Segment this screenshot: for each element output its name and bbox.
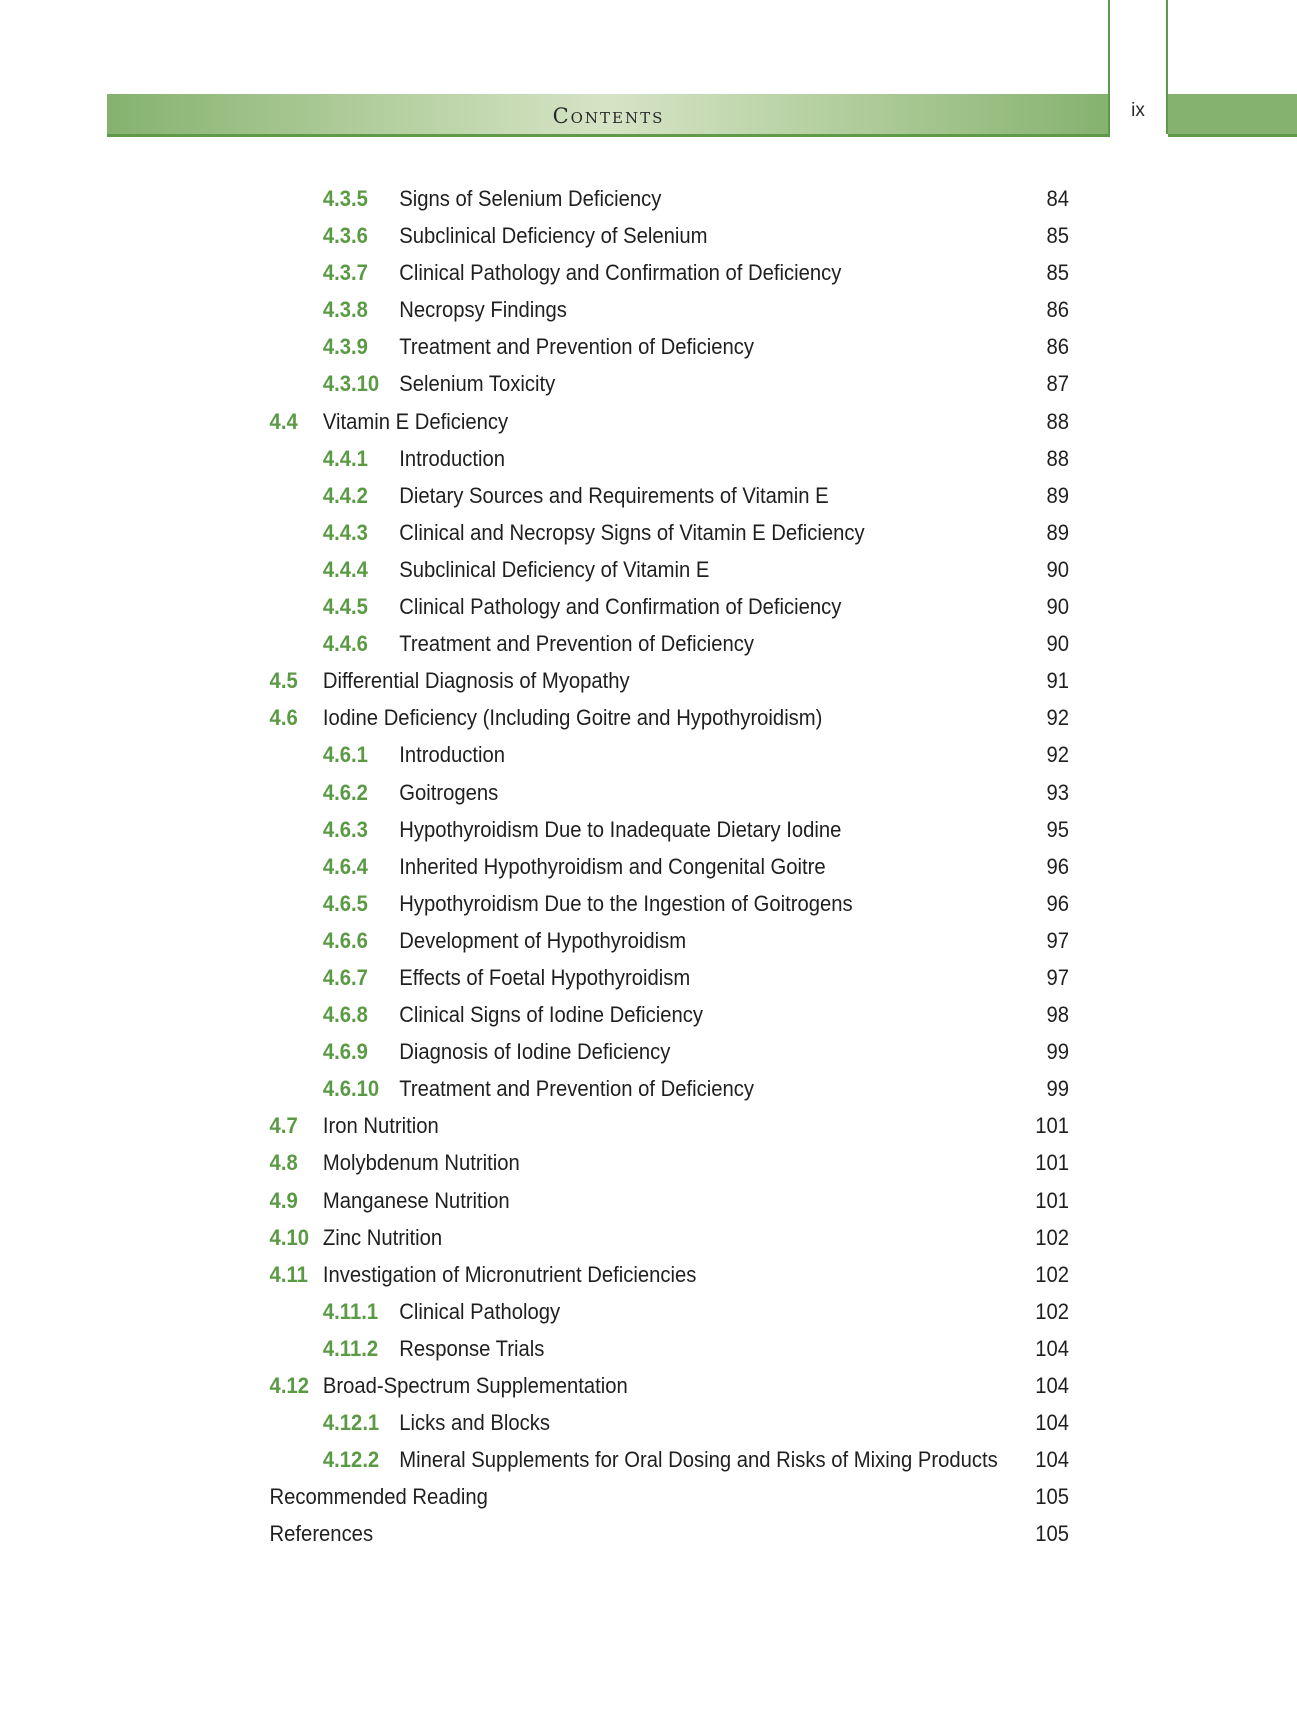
toc-entry-page: 102	[1035, 1261, 1070, 1287]
toc-entry-number: 4.6.10	[322, 1076, 380, 1102]
toc-entry	[0, 1336, 1193, 1373]
toc-entry	[0, 1002, 1193, 1039]
toc-entry-number: 4.11.2	[322, 1335, 379, 1361]
toc-entry	[0, 854, 1193, 891]
toc-entry-title: Clinical Pathology and Confirmation of Deficiency	[399, 594, 842, 620]
toc-entry-number: 4.10	[269, 1224, 309, 1250]
toc-entry-number: 4.4.4	[322, 556, 368, 582]
toc-entry-number: 4.6.9	[322, 1039, 368, 1065]
toc-entry-page: 96	[1046, 890, 1070, 916]
toc-entry-title: Treatment and Prevention of Deficiency	[399, 1076, 755, 1102]
toc-entry	[0, 371, 1193, 408]
toc-entry-title: Hypothyroidism Due to the Ingestion of Goitrogens	[399, 890, 853, 916]
toc-entry	[0, 297, 1193, 334]
toc-entry-page: 101	[1035, 1187, 1070, 1213]
toc-entry-title: Hypothyroidism Due to Inadequate Dietary Iodine	[399, 816, 842, 842]
toc-entry	[0, 1262, 1193, 1299]
toc-entry	[0, 334, 1193, 371]
toc-entry-page: 89	[1046, 519, 1070, 545]
toc-entry-number: 4.12	[269, 1373, 309, 1398]
toc-entry-number: 4.11	[269, 1261, 308, 1287]
toc-entry-title: Subclinical Deficiency of Selenium	[399, 223, 708, 249]
toc-entry-title: Broad-Spectrum Supplementation	[322, 1373, 628, 1398]
toc-entry-number: 4.3.5	[322, 186, 368, 211]
toc-entry	[0, 1521, 1193, 1558]
toc-entry	[0, 1447, 1193, 1484]
toc-entry-number: 4.6.8	[322, 1002, 368, 1028]
toc-entry-page: 102	[1035, 1298, 1070, 1324]
toc-entry	[0, 1225, 1193, 1262]
toc-entry-page: 99	[1046, 1076, 1070, 1102]
toc-entry-number: 4.6.2	[322, 779, 368, 805]
toc-entry-title: Zinc Nutrition	[322, 1224, 443, 1250]
toc-entry	[0, 1113, 1193, 1150]
toc-entry-page: 88	[1046, 445, 1070, 471]
toc-entry-page: 86	[1046, 334, 1070, 360]
toc-entry-number: 4.4.2	[322, 482, 368, 508]
toc-entry-number: 4.3.9	[322, 334, 368, 360]
toc-entry	[0, 594, 1193, 631]
toc-entry-title: Clinical Signs of Iodine Deficiency	[399, 1002, 704, 1028]
toc-entry-page: 97	[1046, 964, 1070, 990]
toc-entry-page: 95	[1046, 816, 1070, 842]
toc-entry-page: 104	[1035, 1410, 1070, 1436]
toc-entry-number: 4.6.1	[322, 742, 368, 768]
toc-entry	[0, 520, 1193, 557]
toc-entry	[0, 409, 1193, 446]
toc-entry-number: 4.4.3	[322, 519, 368, 545]
toc-entry-title: Subclinical Deficiency of Vitamin E	[399, 556, 710, 582]
toc-entry-page: 88	[1046, 408, 1070, 434]
toc-entry-number: 4.7	[269, 1113, 298, 1139]
toc-entry	[0, 1299, 1193, 1336]
toc-entry-page: 89	[1046, 482, 1070, 508]
toc-entry	[0, 1484, 1193, 1521]
toc-entry	[0, 223, 1193, 260]
toc-entry	[0, 446, 1193, 483]
toc-entry	[0, 817, 1193, 854]
toc-entry-title: Iron Nutrition	[322, 1113, 439, 1139]
running-header-title: Contents	[552, 104, 665, 128]
toc-entry-number: 4.6.7	[322, 964, 368, 990]
toc-entry	[0, 1188, 1193, 1225]
toc-entry-title: Development of Hypothyroidism	[399, 927, 687, 953]
toc-entry-page: 105	[1035, 1484, 1070, 1510]
toc-entry	[0, 668, 1193, 705]
toc-entry	[0, 928, 1193, 965]
toc-entry-title: Response Trials	[399, 1335, 545, 1361]
toc-entry	[0, 705, 1193, 742]
page-folio: ix	[1131, 100, 1145, 121]
toc-entry	[0, 483, 1193, 520]
toc-entry-page: 85	[1046, 223, 1070, 249]
toc-entry-page: 101	[1035, 1150, 1070, 1176]
toc-entry	[0, 186, 1193, 223]
toc-entry-page: 87	[1046, 371, 1070, 397]
toc-entry-title: Treatment and Prevention of Deficiency	[399, 334, 755, 360]
toc-entry-title: Vitamin E Deficiency	[322, 408, 509, 434]
toc-entry-page: 101	[1035, 1113, 1070, 1139]
toc-entry-title: Introduction	[399, 445, 506, 471]
toc-entry-title: Manganese Nutrition	[322, 1187, 510, 1213]
toc-entry-number: 4.3.8	[322, 297, 368, 323]
toc-entry-title: Introduction	[399, 742, 506, 768]
toc-entry-page: 99	[1046, 1039, 1070, 1065]
toc-entry-title: Signs of Selenium Deficiency	[399, 186, 662, 211]
toc-entry-page: 102	[1035, 1224, 1070, 1250]
toc-entry-number: 4.6.5	[322, 890, 368, 916]
toc-entry-number: 4.4.6	[322, 631, 368, 657]
toc-entry-number: 4.11.1	[322, 1298, 379, 1324]
toc-entry-page: 92	[1046, 742, 1070, 768]
toc-entry	[0, 1373, 1193, 1410]
toc-entry-number: 4.5	[269, 668, 298, 694]
toc-entry	[0, 891, 1193, 928]
toc-entry-page: 84	[1046, 186, 1070, 211]
toc-entry	[0, 780, 1193, 817]
toc-entry-title: Effects of Foetal Hypothyroidism	[399, 964, 691, 990]
toc-entry-title: Recommended Reading	[269, 1484, 488, 1510]
toc-entry	[0, 1410, 1193, 1447]
toc-entry-title: Licks and Blocks	[399, 1410, 551, 1436]
toc-entry-number: 4.4	[269, 408, 298, 434]
toc-entry-title: Treatment and Prevention of Deficiency	[399, 631, 755, 657]
toc-entry-number: 4.9	[269, 1187, 298, 1213]
toc-entry-number: 4.12.1	[322, 1410, 380, 1436]
toc-entry	[0, 557, 1193, 594]
toc-entry-page: 86	[1046, 297, 1070, 323]
toc-entry-page: 91	[1046, 668, 1070, 694]
toc-entry-page: 104	[1035, 1373, 1070, 1398]
table-of-contents	[0, 186, 1297, 1558]
toc-entry-page: 90	[1046, 594, 1070, 620]
toc-entry-page: 97	[1046, 927, 1070, 953]
toc-entry	[0, 260, 1193, 297]
toc-entry-title: References	[269, 1521, 374, 1547]
toc-entry	[0, 631, 1193, 668]
toc-entry-number: 4.6.3	[322, 816, 368, 842]
toc-entry-number: 4.3.6	[322, 223, 368, 249]
toc-entry	[0, 1039, 1193, 1076]
toc-entry-number: 4.6.6	[322, 927, 368, 953]
toc-entry-title: Necropsy Findings	[399, 297, 567, 323]
toc-entry	[0, 1150, 1193, 1187]
toc-entry-page: 92	[1046, 705, 1070, 731]
toc-entry	[0, 742, 1193, 779]
toc-entry-number: 4.8	[269, 1150, 298, 1176]
toc-entry-number: 4.4.5	[322, 594, 368, 620]
toc-entry-number: 4.6.4	[322, 853, 368, 879]
toc-entry-number: 4.3.7	[322, 260, 368, 286]
toc-entry-page: 104	[1035, 1335, 1070, 1361]
header-band-right	[1168, 94, 1297, 137]
toc-entry-title: Clinical Pathology and Confirmation of Deficiency	[399, 260, 842, 286]
toc-entry-number: 4.12.2	[322, 1447, 380, 1473]
toc-entry-title: Goitrogens	[399, 779, 499, 805]
toc-entry-title: Inherited Hypothyroidism and Congenital Goitre	[399, 853, 826, 879]
toc-entry-title: Differential Diagnosis of Myopathy	[322, 668, 630, 694]
toc-entry-page: 105	[1035, 1521, 1070, 1547]
toc-entry-title: Mineral Supplements for Oral Dosing and Risks of Mixing Products	[399, 1447, 998, 1473]
toc-entry-page: 85	[1046, 260, 1070, 286]
toc-entry-title: Dietary Sources and Requirements of Vitamin E	[399, 482, 829, 508]
toc-entry-title: Investigation of Micronutrient Deficiencies	[322, 1261, 697, 1287]
toc-entry-number: 4.4.1	[322, 445, 368, 471]
toc-entry-number: 4.3.10	[322, 371, 380, 397]
toc-entry-title: Diagnosis of Iodine Deficiency	[399, 1039, 671, 1065]
toc-entry-title: Molybdenum Nutrition	[322, 1150, 520, 1176]
toc-entry-title: Iodine Deficiency (Including Goitre and Hypothyroidism)	[322, 705, 823, 731]
toc-entry-page: 93	[1046, 779, 1070, 805]
toc-entry-title: Selenium Toxicity	[399, 371, 556, 397]
toc-entry-page: 96	[1046, 853, 1070, 879]
toc-entry	[0, 965, 1193, 1002]
toc-entry-title: Clinical Pathology	[399, 1298, 561, 1324]
toc-entry-page: 104	[1035, 1447, 1070, 1473]
toc-entry	[0, 1076, 1193, 1113]
toc-entry-page: 90	[1046, 631, 1070, 657]
toc-entry-title: Clinical and Necropsy Signs of Vitamin E Deficiency	[399, 519, 865, 545]
toc-entry-number: 4.6	[269, 705, 298, 731]
toc-entry-page: 90	[1046, 556, 1070, 582]
toc-entry-page: 98	[1046, 1002, 1070, 1028]
